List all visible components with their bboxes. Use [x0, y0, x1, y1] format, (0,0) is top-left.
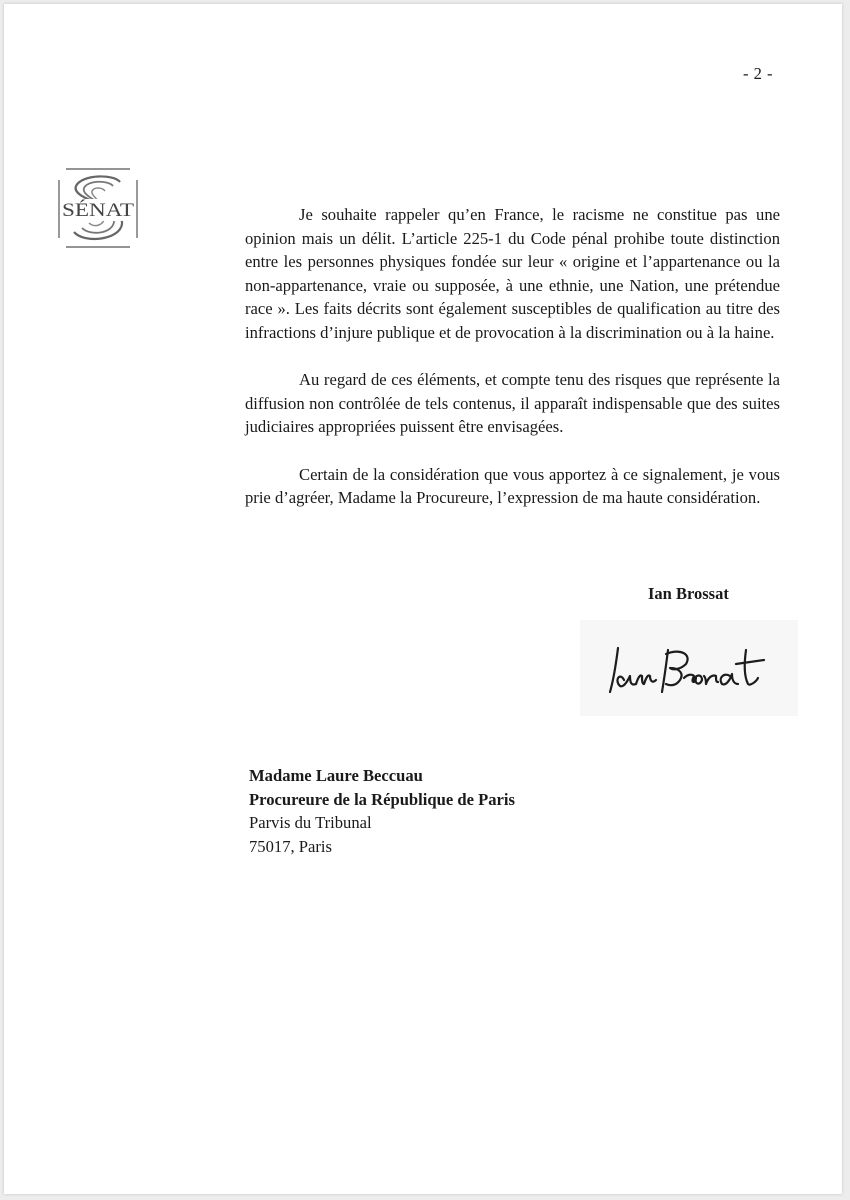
paragraph-closing: Certain de la considération que vous apportez à ce signalement, je vous prie d’agréer, Madame la Procureure, l’expression de ma haute considération. — [245, 464, 780, 508]
senat-logo-icon — [56, 166, 140, 250]
paragraph-racism: Je souhaite rappeler qu’en France, le racisme ne constitue pas une opinion mais un délit. L’article 225-1 du Code pénal prohibe toute distinction entre les personnes physiques fondée sur leur « origine et l’appartenance ou la non-appartenance, vraie ou supposée, à une ethnie, une Nation, une prétendue race ». Les faits décrits sont également susceptibles de qualification au titre des infractions d’injure publique et de provocation à la discrimination ou à la haine. — [245, 205, 780, 342]
recipient-address-line1: Parvis du Tribunal — [249, 813, 372, 833]
signer-name: Ian Brossat — [648, 584, 729, 603]
page-number: - 2 - — [743, 64, 773, 83]
signature-block — [580, 620, 798, 716]
senat-logo — [56, 166, 140, 250]
letter-body — [245, 203, 780, 533]
document-page — [4, 4, 842, 1194]
recipient-address — [249, 764, 515, 858]
paragraph-judicial-action: Au regard de ces éléments, et compte tenu des risques que représente la diffusion non contrôlée de tels contenus, il apparaît indispensable que des suites judiciaires appropriées puissent être envisagées. — [245, 370, 780, 437]
recipient-address-line2: 75017, Paris — [249, 836, 332, 856]
recipient-title: Procureure de la République de Paris — [249, 789, 515, 809]
recipient-name: Madame Laure Beccuau — [249, 766, 423, 785]
handwritten-signature-icon — [580, 620, 798, 716]
senat-logo-text: SÉNAT — [62, 200, 122, 221]
